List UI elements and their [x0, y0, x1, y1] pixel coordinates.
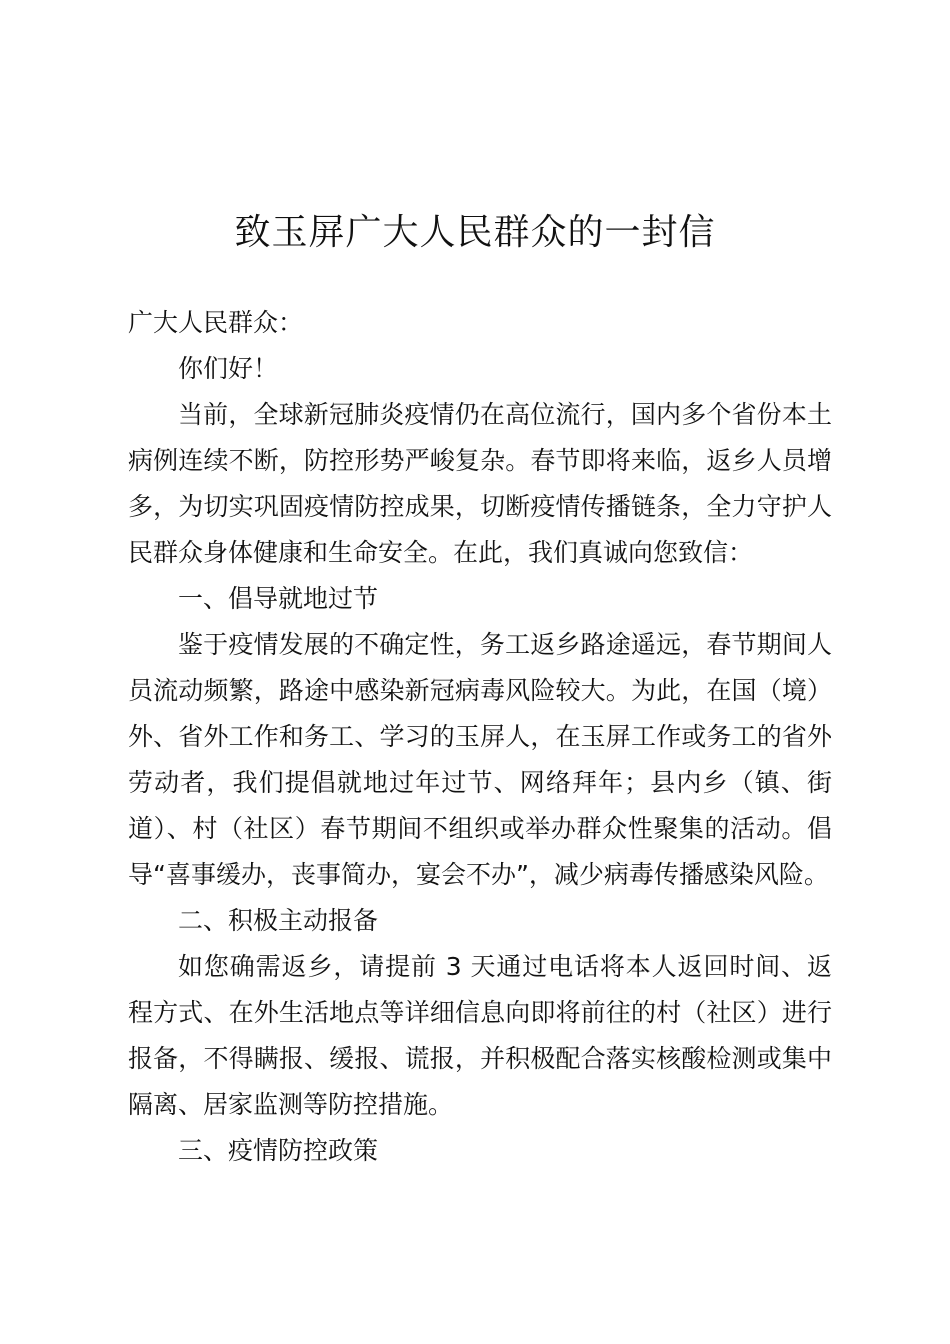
section-heading-1: 一、倡导就地过节 [178, 584, 379, 613]
document-body [128, 300, 832, 1174]
paragraph-section-1: 鉴于疫情发展的不确定性，务工返乡路途遥远，春节期间人员流动频繁，路途中感染新冠病毒风险较大。为此，在国（境）外、省外工作和务工、学习的玉屏人，在玉屏工作或务工的省外劳动者，我们提倡就地过年过节、网络拜年；县内乡（镇、街道）、村（社区）春节期间不组织或举办群众性聚集的活动。倡导“喜事缓办，丧事简办，宴会不办”，减少病毒传播感染风险。 [128, 630, 832, 889]
section-heading-3: 三、疫情防控政策 [178, 1136, 379, 1165]
paragraph-intro: 当前，全球新冠肺炎疫情仍在高位流行，国内多个省份本土病例连续不断，防控形势严峻复杂。春节即将来临，返乡人员增多，为切实巩固疫情防控成果，切断疫情传播链条，全力守护人民群众身体健康和生命安全。在此，我们真诚向您致信： [128, 400, 832, 567]
document-title: 致玉屏广大人民群众的一封信 [234, 212, 716, 253]
greeting: 你们好！ [178, 354, 279, 383]
salutation: 广大人民群众： [128, 308, 304, 337]
paragraph-section-2: 如您确需返乡，请提前 3 天通过电话将本人返回时间、返程方式、在外生活地点等详细信息向即将前往的村（社区）进行报备，不得瞒报、缓报、谎报，并积极配合落实核酸检测或集中隔离、居家监测等防控措施。 [128, 952, 832, 1119]
section-heading-2: 二、积极主动报备 [178, 906, 379, 935]
